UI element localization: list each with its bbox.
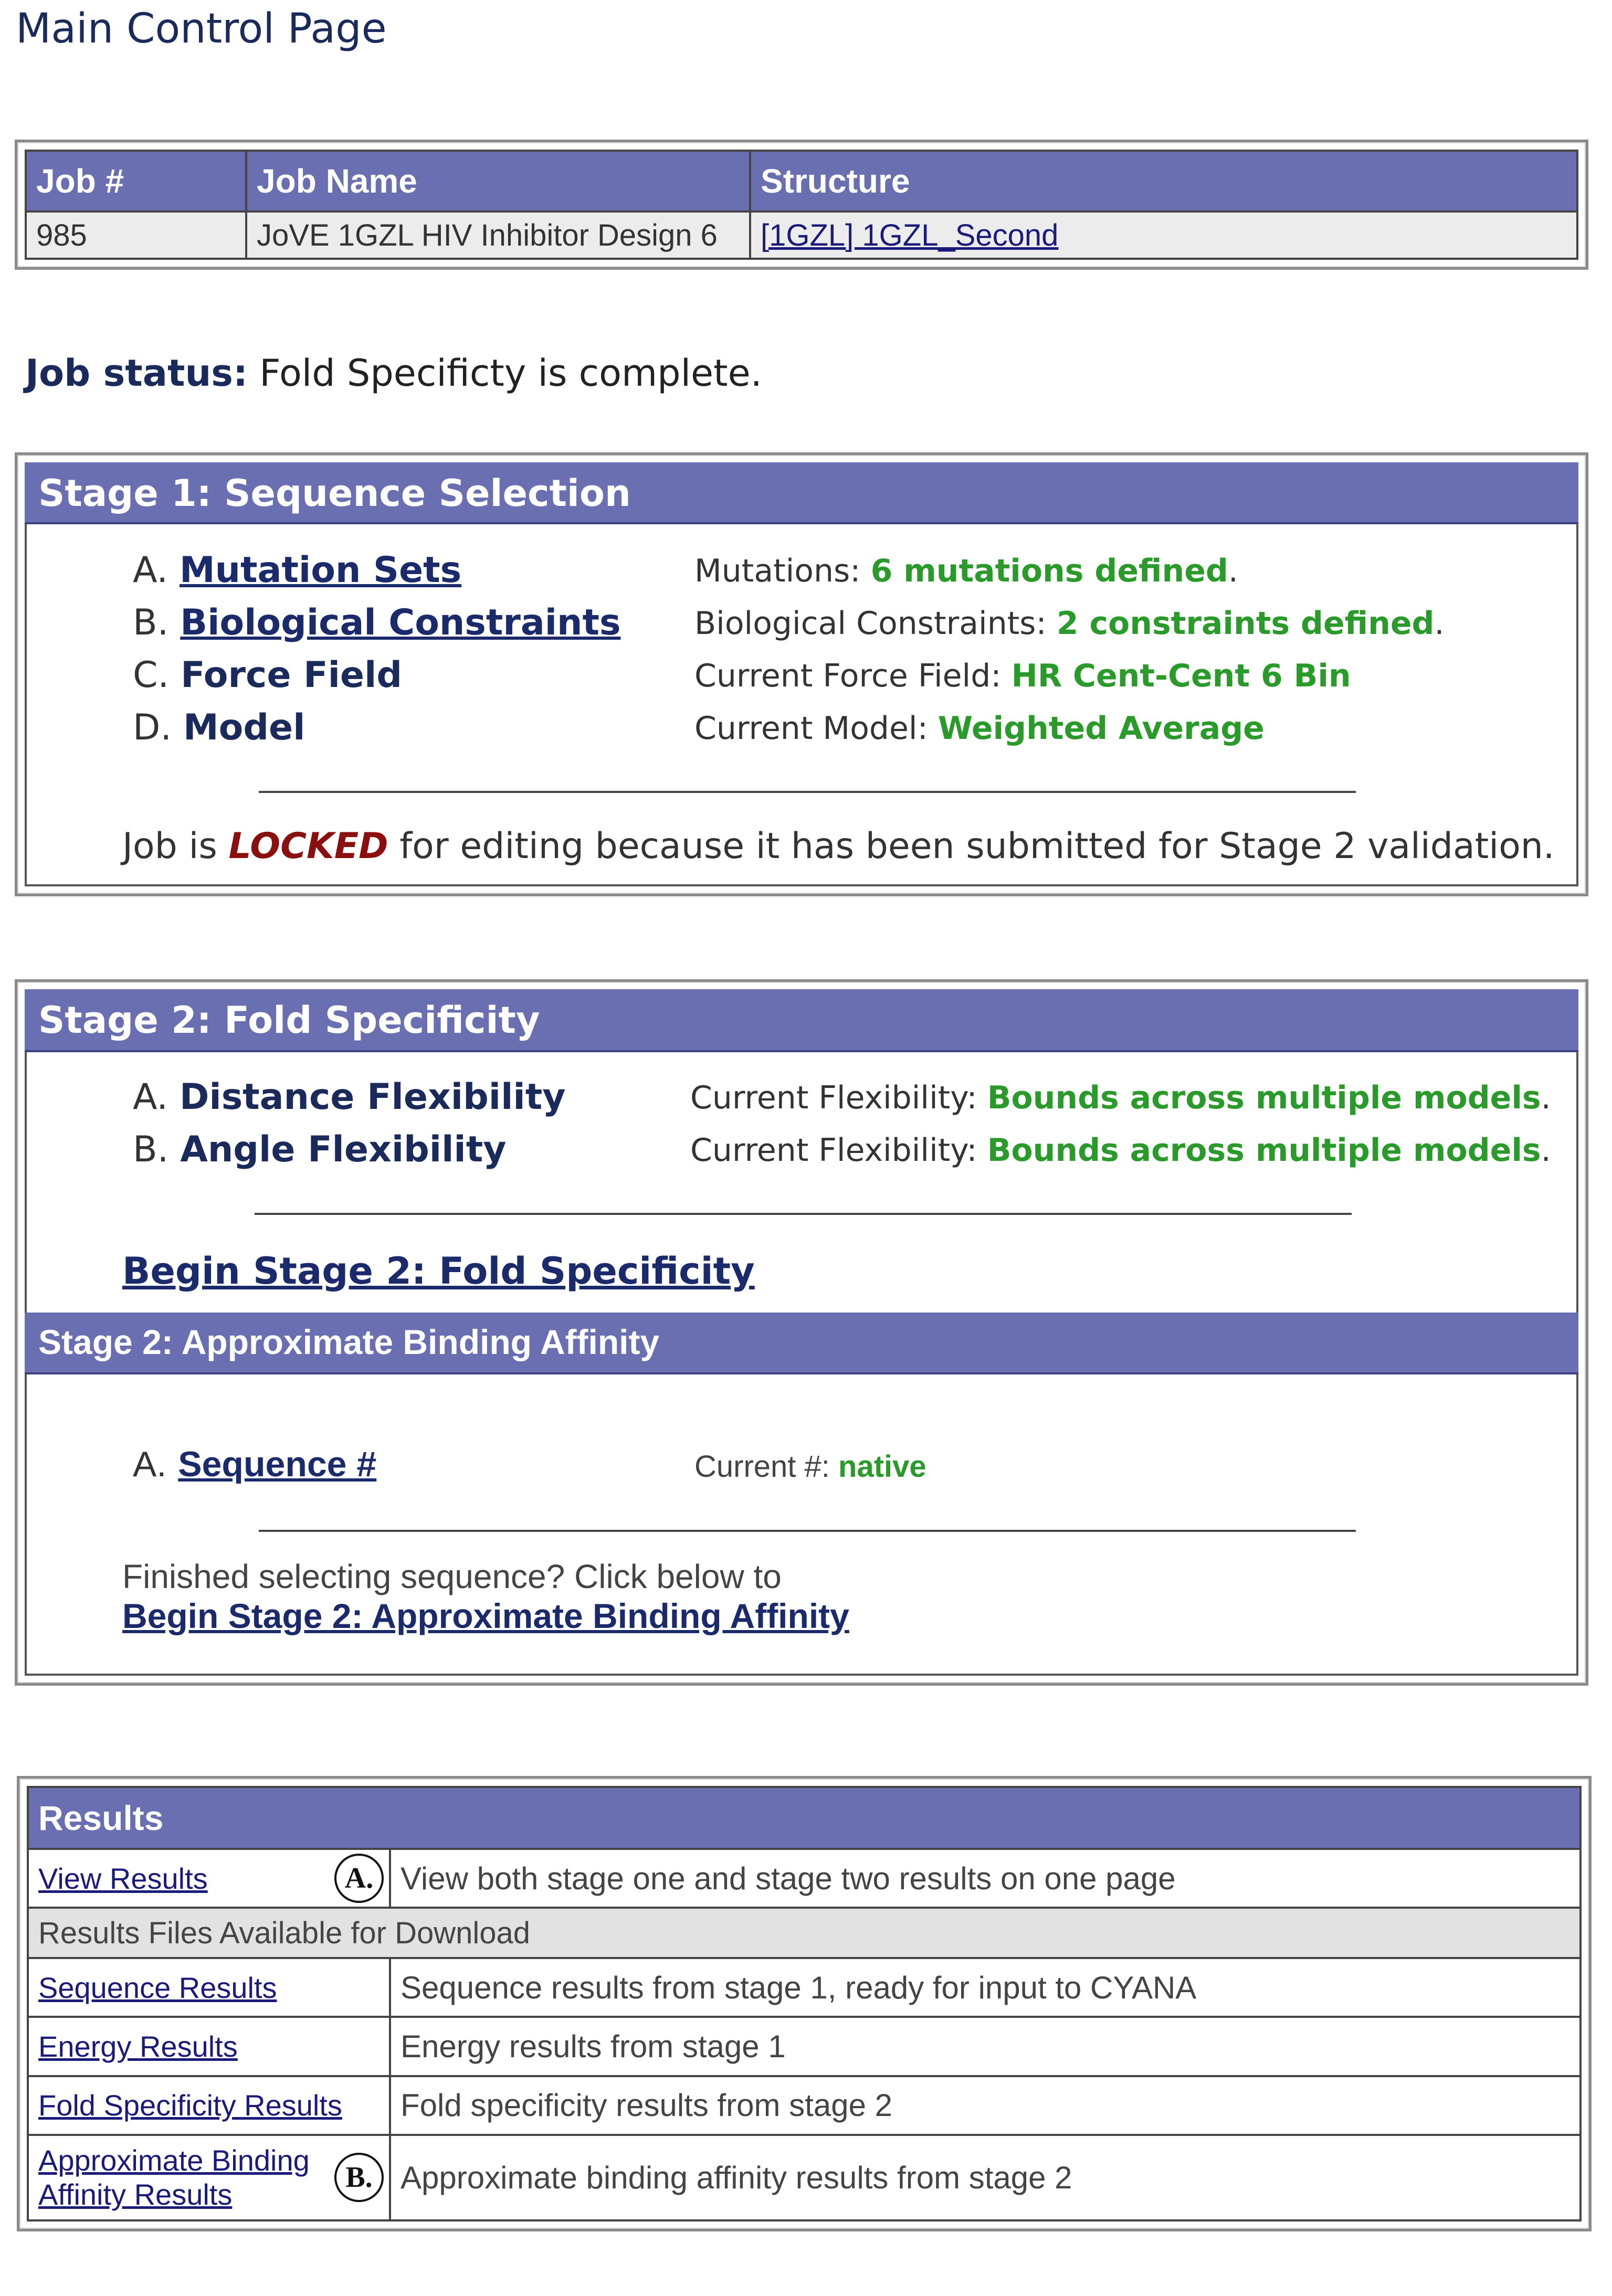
stage1-item-model: D. Model — [133, 707, 305, 748]
stage2-divider — [255, 1213, 1352, 1215]
stage1-panel — [15, 452, 1588, 896]
stage1-title: Stage 1: Sequence Selection — [25, 462, 1578, 524]
stage1-divider — [259, 791, 1356, 793]
sequence-number-link[interactable]: Sequence # — [178, 1444, 377, 1484]
results-files-header: Results Files Available for Download — [28, 1908, 1581, 1958]
structure-cell — [750, 211, 1577, 259]
model-status: Current Model: Weighted Average — [694, 710, 1265, 747]
begin-fold-specificity-link[interactable]: Begin Stage 2: Fold Specificity — [122, 1250, 755, 1293]
structure-header: Structure — [750, 151, 1577, 211]
stage1-item-biological-constraints: B. Biological Constraints — [133, 602, 621, 643]
structure-link[interactable]: [1GZL] 1GZL_Second — [761, 218, 1059, 252]
view-results-cell — [28, 1849, 390, 1908]
angle-flexibility-label: Angle Flexibility — [180, 1129, 507, 1170]
results-title: Results — [28, 1787, 1581, 1849]
stage2-panel — [15, 979, 1588, 1686]
affinity-divider — [259, 1530, 1356, 1532]
view-results-desc: View both stage one and stage two results on one page — [390, 1849, 1581, 1908]
locked-word: LOCKED — [228, 826, 388, 867]
view-results-link[interactable]: View Results — [38, 1861, 208, 1895]
finished-selecting-text: Finished selecting sequence? Click below to — [122, 1558, 782, 1595]
marker-b: B. — [334, 2153, 384, 2202]
sequence-item: A. Sequence # — [133, 1444, 377, 1484]
sequence-status: Current #: native — [694, 1449, 926, 1484]
stage2-item-distance-flexibility: A. Distance Flexibility — [133, 1076, 566, 1118]
page-title: Main Control Page — [16, 5, 387, 52]
mutation-sets-link[interactable]: Mutation Sets — [179, 549, 462, 591]
biological-constraints-link[interactable]: Biological Constraints — [180, 602, 621, 643]
angle-flexibility-status: Current Flexibility: Bounds across multiple models. — [690, 1132, 1551, 1169]
job-status-text: Fold Specificty is complete. — [259, 352, 762, 395]
energy-results-cell — [28, 2017, 390, 2076]
job-name-header: Job Name — [246, 151, 750, 211]
stage2-title: Stage 2: Fold Specificity — [25, 989, 1578, 1052]
job-number-header: Job # — [26, 151, 246, 211]
marker-a: A. — [334, 1854, 384, 1903]
mutations-status: Mutations: 6 mutations defined. — [694, 553, 1238, 589]
results-panel — [17, 1776, 1592, 2231]
force-field-status: Current Force Field: HR Cent-Cent 6 Bin — [694, 658, 1351, 694]
affinity-results-desc: Approximate binding affinity results from stage 2 — [390, 2135, 1581, 2220]
affinity-results-link[interactable]: Approximate Binding Affinity Results — [38, 2144, 310, 2212]
sequence-results-link[interactable]: Sequence Results — [38, 1971, 277, 2004]
binding-affinity-title: Stage 2: Approximate Binding Affinity — [25, 1313, 1578, 1374]
stage1-item-mutation-sets: A. Mutation Sets — [133, 549, 462, 591]
stage2-item-angle-flexibility: B. Angle Flexibility — [133, 1129, 507, 1170]
sequence-results-cell — [28, 1958, 390, 2017]
constraints-status: Biological Constraints: 2 constraints defined. — [694, 605, 1445, 642]
fold-specificity-results-cell — [28, 2076, 390, 2135]
job-status — [25, 352, 762, 395]
begin-binding-affinity-link[interactable]: Begin Stage 2: Approximate Binding Affinity — [122, 1596, 849, 1635]
energy-results-desc: Energy results from stage 1 — [390, 2017, 1581, 2076]
job-name-cell: JoVE 1GZL HIV Inhibitor Design 6 — [246, 211, 750, 259]
model-label: Model — [183, 707, 305, 748]
energy-results-link[interactable]: Energy Results — [38, 2030, 238, 2064]
locked-message: Job is LOCKED for editing because it has been submitted for Stage 2 validation. — [122, 826, 1555, 867]
distance-flexibility-status: Current Flexibility: Bounds across multiple models. — [690, 1080, 1551, 1116]
distance-flexibility-label: Distance Flexibility — [179, 1076, 566, 1118]
job-info-table — [15, 140, 1588, 270]
affinity-results-cell — [28, 2135, 390, 2220]
force-field-label: Force Field — [181, 654, 403, 696]
fold-specificity-results-link[interactable]: Fold Specificity Results — [38, 2089, 342, 2122]
fold-specificity-results-desc: Fold specificity results from stage 2 — [390, 2076, 1581, 2135]
job-number-cell: 985 — [26, 211, 246, 259]
stage1-item-force-field: C. Force Field — [133, 654, 403, 696]
job-status-label: Job status: — [25, 352, 248, 395]
sequence-results-desc: Sequence results from stage 1, ready for input to CYANA — [390, 1958, 1581, 2017]
